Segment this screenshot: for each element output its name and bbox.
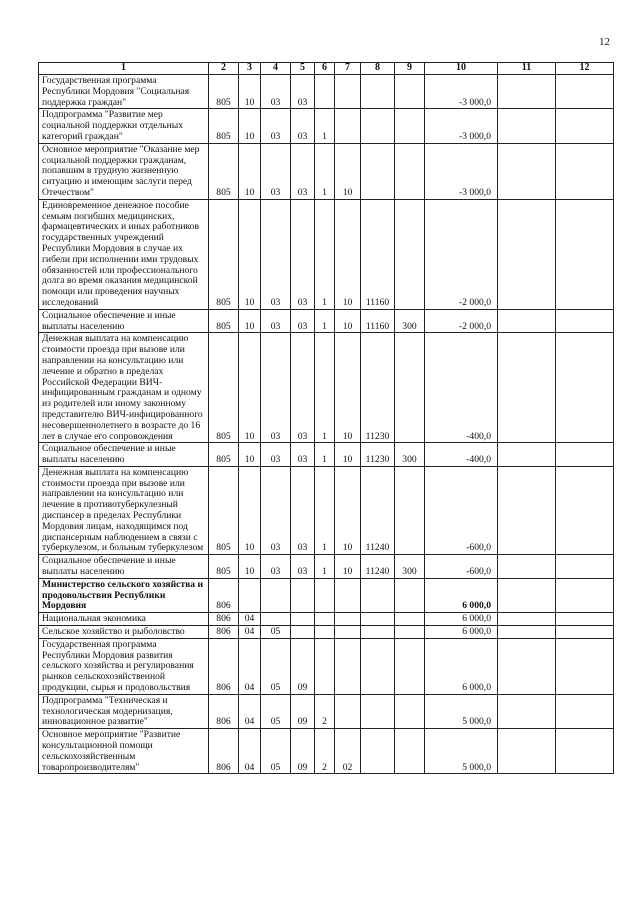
code-cell bbox=[395, 578, 425, 612]
code-cell: 1 bbox=[315, 309, 335, 333]
code-cell: 05 bbox=[261, 694, 291, 728]
empty-cell bbox=[556, 729, 614, 774]
table-row bbox=[39, 613, 614, 626]
code-cell: 03 bbox=[291, 75, 315, 109]
code-cell bbox=[361, 109, 395, 143]
amount-cell: -400,0 bbox=[425, 443, 498, 467]
code-cell: 04 bbox=[239, 613, 261, 626]
code-cell: 10 bbox=[335, 555, 361, 579]
amount-cell: 6 000,0 bbox=[425, 626, 498, 639]
empty-cell bbox=[498, 333, 556, 443]
code-cell: 806 bbox=[209, 694, 239, 728]
page-number: 12 bbox=[599, 36, 610, 48]
row-name-cell: Основное мероприятие "Развитие консультационной помощи сельскохозяйственным товаропроизводителям" bbox=[39, 729, 209, 774]
code-cell: 11160 bbox=[361, 199, 395, 309]
empty-cell bbox=[498, 143, 556, 199]
code-cell bbox=[361, 613, 395, 626]
code-cell: 03 bbox=[261, 199, 291, 309]
code-cell bbox=[395, 613, 425, 626]
amount-cell: -3 000,0 bbox=[425, 109, 498, 143]
code-cell: 10 bbox=[239, 333, 261, 443]
amount-cell: 6 000,0 bbox=[425, 638, 498, 694]
table-row bbox=[39, 75, 614, 109]
code-cell bbox=[291, 626, 315, 639]
code-cell bbox=[261, 613, 291, 626]
empty-cell bbox=[498, 578, 556, 612]
empty-cell bbox=[498, 75, 556, 109]
empty-cell bbox=[556, 333, 614, 443]
code-cell: 10 bbox=[335, 199, 361, 309]
code-cell: 1 bbox=[315, 199, 335, 309]
code-cell bbox=[395, 638, 425, 694]
budget-table bbox=[38, 62, 614, 774]
code-cell bbox=[315, 75, 335, 109]
code-cell: 10 bbox=[239, 443, 261, 467]
code-cell: 805 bbox=[209, 109, 239, 143]
table-row bbox=[39, 199, 614, 309]
code-cell: 10 bbox=[239, 309, 261, 333]
empty-cell bbox=[556, 443, 614, 467]
empty-cell bbox=[556, 75, 614, 109]
code-cell bbox=[395, 143, 425, 199]
amount-cell: -600,0 bbox=[425, 466, 498, 554]
code-cell: 10 bbox=[239, 555, 261, 579]
code-cell bbox=[395, 199, 425, 309]
amount-cell: -600,0 bbox=[425, 555, 498, 579]
amount-cell: -2 000,0 bbox=[425, 309, 498, 333]
empty-cell bbox=[498, 466, 556, 554]
amount-cell: 5 000,0 bbox=[425, 729, 498, 774]
empty-cell bbox=[556, 466, 614, 554]
code-cell bbox=[395, 626, 425, 639]
empty-cell bbox=[498, 626, 556, 639]
code-cell bbox=[315, 626, 335, 639]
empty-cell bbox=[498, 729, 556, 774]
code-cell: 805 bbox=[209, 143, 239, 199]
row-name-cell: Национальная экономика bbox=[39, 613, 209, 626]
code-cell: 10 bbox=[239, 109, 261, 143]
empty-cell bbox=[556, 143, 614, 199]
code-cell: 03 bbox=[261, 443, 291, 467]
code-cell: 1 bbox=[315, 555, 335, 579]
code-cell bbox=[361, 694, 395, 728]
col-header: 4 bbox=[261, 63, 291, 75]
col-header: 1 bbox=[39, 63, 209, 75]
code-cell: 03 bbox=[261, 109, 291, 143]
code-cell: 1 bbox=[315, 109, 335, 143]
code-cell: 03 bbox=[261, 75, 291, 109]
empty-cell bbox=[556, 199, 614, 309]
code-cell: 10 bbox=[239, 466, 261, 554]
code-cell: 806 bbox=[209, 729, 239, 774]
table-row bbox=[39, 466, 614, 554]
budget-table-container bbox=[38, 62, 613, 774]
table-row bbox=[39, 729, 614, 774]
row-name-cell: Социальное обеспечение и иные выплаты населению bbox=[39, 555, 209, 579]
code-cell bbox=[361, 729, 395, 774]
row-name-cell: Социальное обеспечение и иные выплаты населению bbox=[39, 309, 209, 333]
col-header: 10 bbox=[425, 63, 498, 75]
code-cell: 1 bbox=[315, 443, 335, 467]
code-cell: 09 bbox=[291, 638, 315, 694]
table-row bbox=[39, 309, 614, 333]
code-cell: 805 bbox=[209, 443, 239, 467]
code-cell: 03 bbox=[261, 309, 291, 333]
amount-cell: 6 000,0 bbox=[425, 578, 498, 612]
code-cell: 05 bbox=[261, 638, 291, 694]
code-cell bbox=[361, 578, 395, 612]
code-cell: 05 bbox=[261, 626, 291, 639]
code-cell bbox=[395, 466, 425, 554]
code-cell: 04 bbox=[239, 729, 261, 774]
table-row bbox=[39, 109, 614, 143]
col-header: 7 bbox=[335, 63, 361, 75]
code-cell bbox=[335, 613, 361, 626]
code-cell: 09 bbox=[291, 729, 315, 774]
code-cell: 11240 bbox=[361, 555, 395, 579]
empty-cell bbox=[498, 613, 556, 626]
col-header: 11 bbox=[498, 63, 556, 75]
code-cell: 11230 bbox=[361, 333, 395, 443]
empty-cell bbox=[556, 638, 614, 694]
code-cell bbox=[361, 626, 395, 639]
amount-cell: -2 000,0 bbox=[425, 199, 498, 309]
empty-cell bbox=[556, 626, 614, 639]
code-cell bbox=[395, 333, 425, 443]
col-header: 9 bbox=[395, 63, 425, 75]
code-cell bbox=[335, 578, 361, 612]
code-cell bbox=[395, 694, 425, 728]
table-row bbox=[39, 333, 614, 443]
table-row bbox=[39, 626, 614, 639]
code-cell: 11160 bbox=[361, 309, 395, 333]
code-cell bbox=[239, 578, 261, 612]
code-cell: 805 bbox=[209, 333, 239, 443]
code-cell bbox=[395, 729, 425, 774]
code-cell: 10 bbox=[335, 309, 361, 333]
code-cell: 03 bbox=[291, 109, 315, 143]
col-header: 8 bbox=[361, 63, 395, 75]
amount-cell: 5 000,0 bbox=[425, 694, 498, 728]
code-cell bbox=[315, 578, 335, 612]
empty-cell bbox=[498, 199, 556, 309]
code-cell: 09 bbox=[291, 694, 315, 728]
code-cell: 2 bbox=[315, 694, 335, 728]
code-cell: 04 bbox=[239, 638, 261, 694]
row-name-cell: Единовременное денежное пособие семьям погибших медицинских, фармацевтических и иных работников государственных учреждений Республики Мордовия в случае их гибели при исполнении ими трудовых обязанностей или профессионального долга во время оказания медицинской помощи или проведения научных исследований bbox=[39, 199, 209, 309]
code-cell bbox=[261, 578, 291, 612]
code-cell: 03 bbox=[261, 555, 291, 579]
code-cell: 806 bbox=[209, 638, 239, 694]
code-cell: 03 bbox=[291, 143, 315, 199]
code-cell: 03 bbox=[291, 199, 315, 309]
empty-cell bbox=[556, 109, 614, 143]
code-cell: 03 bbox=[261, 466, 291, 554]
code-cell: 10 bbox=[239, 75, 261, 109]
empty-cell bbox=[556, 694, 614, 728]
col-header: 5 bbox=[291, 63, 315, 75]
amount-cell: -3 000,0 bbox=[425, 75, 498, 109]
code-cell: 300 bbox=[395, 555, 425, 579]
empty-cell bbox=[498, 638, 556, 694]
empty-cell bbox=[498, 109, 556, 143]
code-cell: 300 bbox=[395, 443, 425, 467]
row-name-cell: Министерство сельского хозяйства и продовольствия Республики Мордовия bbox=[39, 578, 209, 612]
code-cell bbox=[335, 694, 361, 728]
empty-cell bbox=[498, 443, 556, 467]
code-cell: 10 bbox=[239, 143, 261, 199]
code-cell: 03 bbox=[291, 309, 315, 333]
table-body bbox=[39, 75, 614, 774]
code-cell: 02 bbox=[335, 729, 361, 774]
code-cell: 11230 bbox=[361, 443, 395, 467]
code-cell: 10 bbox=[239, 199, 261, 309]
code-cell: 1 bbox=[315, 466, 335, 554]
empty-cell bbox=[498, 555, 556, 579]
code-cell: 806 bbox=[209, 613, 239, 626]
code-cell: 03 bbox=[261, 333, 291, 443]
row-name-cell: Подпрограмма "Развитие мер социальной поддержки отдельных категорий граждан" bbox=[39, 109, 209, 143]
row-name-cell: Государственная программа Республики Мордовия развития сельского хозяйства и регулирования рынков сельскохозяйственной продукции, сырья и продовольствия bbox=[39, 638, 209, 694]
table-row bbox=[39, 143, 614, 199]
amount-cell: -400,0 bbox=[425, 333, 498, 443]
code-cell: 11240 bbox=[361, 466, 395, 554]
amount-cell: 6 000,0 bbox=[425, 613, 498, 626]
code-cell bbox=[335, 109, 361, 143]
row-name-cell: Денежная выплата на компенсацию стоимости проезда при вызове или направлении на консультацию или лечение в противотуберкулезный диспансер в пределах Республики Мордовия лицам, находящимся под диспансерным наблюдением в связи с туберкулезом, и больным туберкулезом bbox=[39, 466, 209, 554]
col-header: 12 bbox=[556, 63, 614, 75]
empty-cell bbox=[556, 309, 614, 333]
col-header: 3 bbox=[239, 63, 261, 75]
row-name-cell: Подпрограмма "Техническая и технологическая модернизация, инновационное развитие" bbox=[39, 694, 209, 728]
code-cell bbox=[315, 638, 335, 694]
table-row bbox=[39, 638, 614, 694]
code-cell: 805 bbox=[209, 309, 239, 333]
row-name-cell: Социальное обеспечение и иные выплаты населению bbox=[39, 443, 209, 467]
code-cell: 03 bbox=[291, 443, 315, 467]
code-cell: 03 bbox=[291, 555, 315, 579]
empty-cell bbox=[556, 613, 614, 626]
code-cell: 805 bbox=[209, 466, 239, 554]
code-cell: 805 bbox=[209, 75, 239, 109]
code-cell: 10 bbox=[335, 143, 361, 199]
row-name-cell: Денежная выплата на компенсацию стоимости проезда при вызове или направлении на консультацию или лечение и обратно в пределах Российской Федерации ВИЧ-инфицированным гражданам и одному из родителей или иному законному представителю ВИЧ-инфицированного несовершеннолетнего в возрасте до 16 лет в случае его сопровождения bbox=[39, 333, 209, 443]
code-cell: 03 bbox=[291, 333, 315, 443]
header-row bbox=[39, 63, 614, 75]
code-cell bbox=[335, 638, 361, 694]
code-cell bbox=[395, 109, 425, 143]
empty-cell bbox=[498, 694, 556, 728]
code-cell: 03 bbox=[261, 143, 291, 199]
code-cell: 10 bbox=[335, 466, 361, 554]
code-cell: 300 bbox=[395, 309, 425, 333]
code-cell bbox=[361, 75, 395, 109]
col-header: 6 bbox=[315, 63, 335, 75]
empty-cell bbox=[556, 578, 614, 612]
code-cell bbox=[361, 143, 395, 199]
table-row bbox=[39, 578, 614, 612]
amount-cell: -3 000,0 bbox=[425, 143, 498, 199]
code-cell bbox=[335, 75, 361, 109]
table-row bbox=[39, 694, 614, 728]
code-cell: 805 bbox=[209, 555, 239, 579]
code-cell bbox=[335, 626, 361, 639]
code-cell bbox=[395, 75, 425, 109]
code-cell bbox=[291, 578, 315, 612]
code-cell: 806 bbox=[209, 626, 239, 639]
table-row bbox=[39, 555, 614, 579]
row-name-cell: Сельское хозяйство и рыболовство bbox=[39, 626, 209, 639]
code-cell: 2 bbox=[315, 729, 335, 774]
code-cell: 10 bbox=[335, 443, 361, 467]
table-row bbox=[39, 443, 614, 467]
code-cell: 04 bbox=[239, 626, 261, 639]
code-cell: 03 bbox=[291, 466, 315, 554]
code-cell: 10 bbox=[335, 333, 361, 443]
row-name-cell: Основное мероприятие "Оказание мер социальной поддержки гражданам, попавшим в трудную жизненную ситуацию и имеющим заслуги перед Отечеством" bbox=[39, 143, 209, 199]
code-cell: 806 bbox=[209, 578, 239, 612]
code-cell: 805 bbox=[209, 199, 239, 309]
code-cell: 05 bbox=[261, 729, 291, 774]
empty-cell bbox=[498, 309, 556, 333]
col-header: 2 bbox=[209, 63, 239, 75]
code-cell bbox=[361, 638, 395, 694]
code-cell: 04 bbox=[239, 694, 261, 728]
row-name-cell: Государственная программа Республики Мордовия "Социальная поддержка граждан" bbox=[39, 75, 209, 109]
code-cell: 1 bbox=[315, 143, 335, 199]
code-cell bbox=[315, 613, 335, 626]
code-cell: 1 bbox=[315, 333, 335, 443]
empty-cell bbox=[556, 555, 614, 579]
code-cell bbox=[291, 613, 315, 626]
